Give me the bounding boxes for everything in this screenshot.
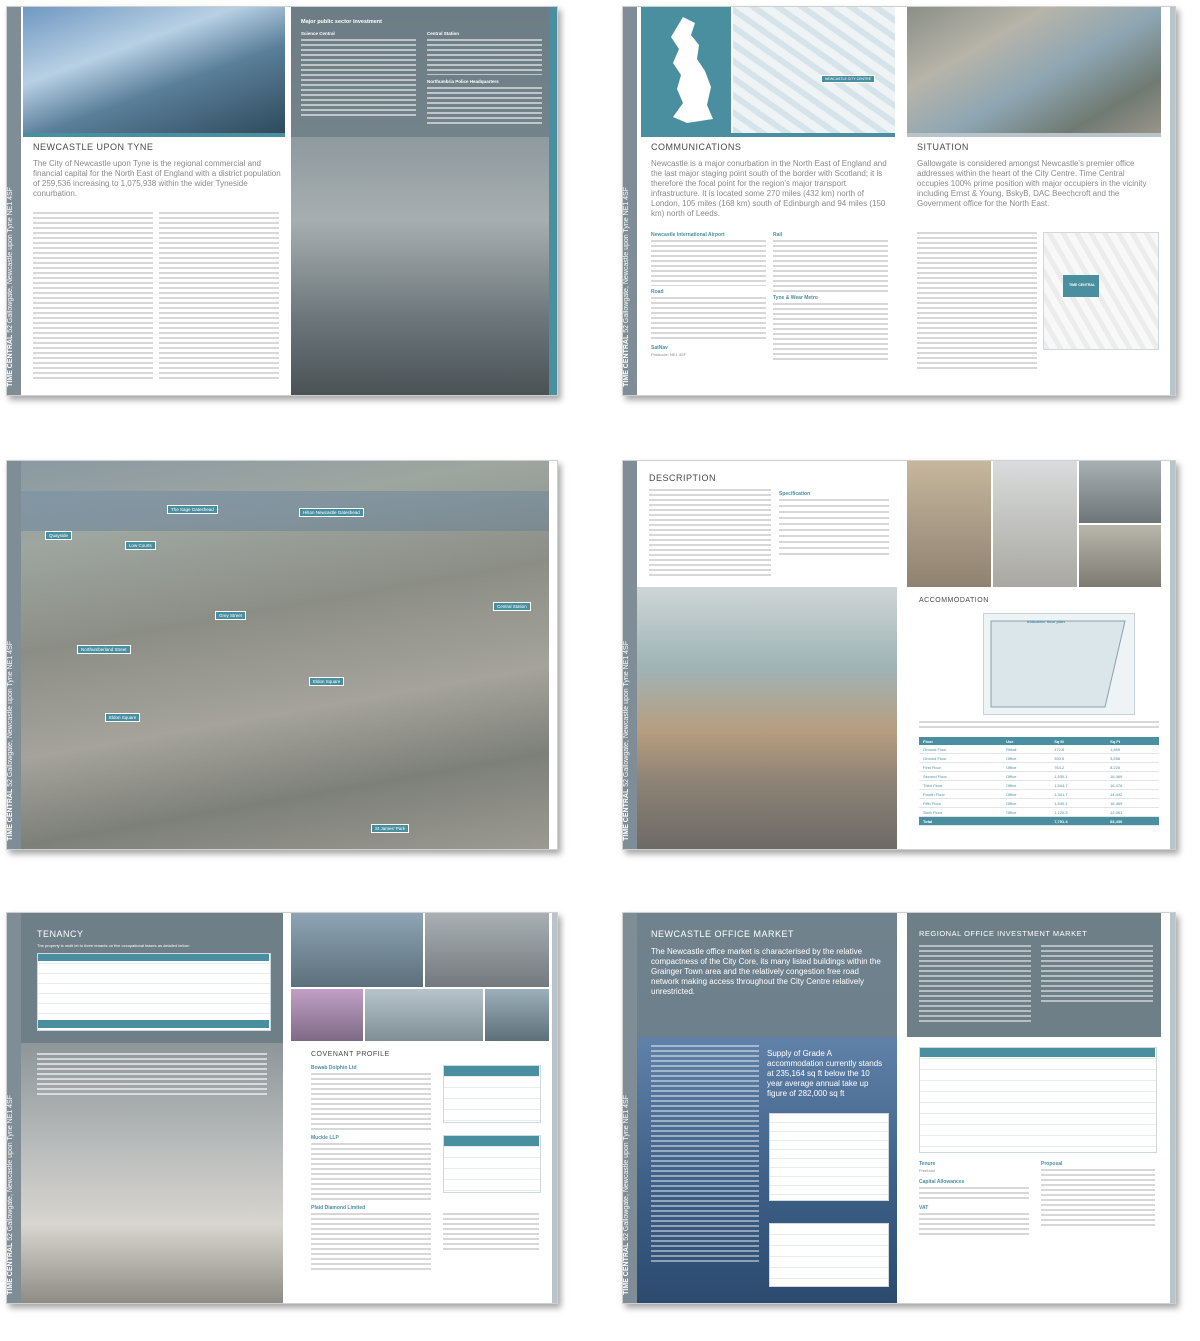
table-row: Ground Floor Office 330.5 3,558 [919,754,1159,763]
accommodation-text [919,721,1159,731]
proposal-text [1041,1169,1155,1227]
muckle-table-header [444,1136,539,1146]
investment-heading: REGIONAL OFFICE INVESTMENT MARKET [919,929,1088,938]
comms-lead: Newcastle is a major conurbation in the North East of England and the last major staging point south of the border with Scotland; it is therefore the focal point for the region's major transport infrastructure. It is located some 270 miles (432 km) north of London, 105 miles (168 km) south of Edinburgh and 94 miles (150 km) north of Leeds. [651,159,887,218]
capital-text [919,1187,1029,1201]
market-lead: The Newcastle office market is characterised by the relative compactness of the City Core, its many listed buildings within the Grainger Town area and the relatively congestion free road network making access throughout the City Centre relatively unrestricted. [651,947,881,996]
table-header-row [919,737,1159,745]
photo-tint-bar [907,133,1161,137]
label-quayside: Quayside [45,531,72,540]
spine-text: TIME CENTRAL 52 Gallowgate, Newcastle upon Tyne NE1 4SF [623,187,630,387]
label-grey-street: Grey Street [215,611,246,620]
edge-bar [1170,913,1175,1303]
situation-heading: SITUATION [917,142,969,152]
spine-text: TIME CENTRAL 52 Gallowgate, Newcastle upon Tyne NE1 4SF [623,641,630,841]
table-row: Second Floor Office 1,530.1 16,469 [919,772,1159,781]
spine [7,461,21,849]
bowab-table-header [444,1066,539,1076]
description-heading: DESCRIPTION [649,473,717,483]
label-st-james-park: St James' Park [371,824,409,833]
muckle-text [311,1143,431,1201]
photo-aerial-time-central [907,7,1161,133]
site-label: TIME CENTRAL [1069,283,1096,287]
col-sqft: Sq Ft [1106,737,1159,745]
col-sqm: Sq M [1050,737,1106,745]
aerial-river [21,491,549,531]
panel-text-1 [301,39,416,119]
table-row: Ground Floor Retail 172.8 1,859 [919,745,1159,754]
label-low-courts: Low Courts [125,541,156,550]
tenure-value: Freehold [919,1168,935,1173]
spread-aerial-map [6,460,558,850]
panel-title: Major public sector investment [301,19,382,25]
rail-text [773,240,888,292]
tenancy-heading: TENANCY [37,929,84,939]
covenant-heading: COVENANT PROFILE [311,1051,390,1058]
col-use: Use [1002,737,1050,745]
panel-sub-science: Science Central [301,31,335,36]
spine [623,913,637,1303]
spine [7,913,21,1303]
tenant-muckle: Muckle LLP [311,1135,339,1141]
take-up-table [769,1113,889,1201]
photo-lower-tint [23,133,285,137]
label-eldon-square-1: Eldon Square [309,677,344,686]
spec-list [779,499,889,557]
edge-bar [1170,7,1175,395]
edge-bar [549,7,557,395]
photo-interior-3 [1079,461,1161,523]
photo-reception [637,587,897,849]
label-hilton: Hilton Newcastle Gateshead [299,508,364,517]
body-text-col2 [159,212,279,382]
photo-interior-1 [907,461,991,587]
photo-office-4 [365,989,483,1041]
spine [623,7,637,395]
spine-text: TIME CENTRAL 52 Gallowgate, Newcastle upon Tyne NE1 4SF [7,1095,14,1295]
tenancy-lead: The property is multi let to three tenants on five occupational leases as detailed below: [37,943,190,948]
panel-text-3 [427,87,542,127]
pfaid-text-2 [443,1213,539,1253]
bowab-text [311,1073,431,1131]
airport-text [651,240,766,286]
sub-airport: Newcastle International Airport [651,232,725,238]
table-row: Third Floor Office 1,544.7 16,476 [919,781,1159,790]
situation-text [917,232,1037,372]
situation-lead: Gallowgate is considered amongst Newcastle's premier office addresses within the heart of the City Centre. Time Central occupies 100% prime position with major occupiers in the vicinity including Ernst & Young, BskyB, DAC Beechcroft and the Government office for the North East. [917,159,1147,208]
label-sage: The Sage Gateshead [167,505,218,514]
table-total-row: Total 7,751.4 83,436 [919,817,1159,826]
table-row: Fifth Floor Office 1,530.1 16,469 [919,799,1159,808]
tenant-pfaid: Pfaid Diamond Limited [311,1205,366,1211]
description-text [649,489,771,579]
spine-text: TIME CENTRAL 52 Gallowgate, Newcastle upon Tyne NE1 4SF [623,1095,630,1295]
label-eldon-square-2: Eldon Square [105,713,140,722]
map-tint-bar [641,133,895,137]
photo-interior-2 [993,461,1077,587]
lead-paragraph: The City of Newcastle upon Tyne is the regional commercial and financial capital for the North East of England with a district population of 259,536 increasing to 1,075,938 within the wider Tyneside conurbation. [33,159,281,198]
spine-text: TIME CENTRAL 52 Gallowgate, Newcastle upon Tyne NE1 4SF [7,641,14,841]
panel-sub-station: Central Station [427,31,460,36]
pfaid-text [311,1213,431,1273]
page-heading: NEWCASTLE UPON TYNE [33,142,154,152]
photo-interior-4 [1079,525,1161,587]
sub-proposal: Proposal [1041,1161,1063,1167]
tenancy-table-total [38,1020,269,1028]
spread-tenancy [6,912,558,1304]
photo-office-5 [485,989,549,1041]
market-heading: NEWCASTLE OFFICE MARKET [651,929,795,939]
photo-office-3 [291,989,363,1041]
tenancy-table-header [38,954,269,961]
sub-road: Road [651,289,664,295]
sub-satnav: SatNav [651,345,668,351]
label-central-station: Central Station [493,602,531,611]
table-row: Fourth Floor Office 1,341.7 14,442 [919,790,1159,799]
floor-plan-outline [985,615,1131,711]
spread-newcastle [6,6,558,396]
sub-rail: Rail [773,232,783,238]
photo-office-1 [291,913,423,987]
accommodation-heading: ACCOMMODATION [919,597,989,604]
metro-text [773,303,888,361]
map-label: NEWCASTLE CITY CENTRE [821,75,875,83]
satnav-value: Postcode: NE1 4SF [651,352,687,357]
comms-heading: COMMUNICATIONS [651,142,742,152]
transactions-table-header [920,1048,1155,1057]
vat-text [919,1213,1029,1237]
tenant-bowab: Bowab Dolphin Ltd [311,1065,357,1071]
transactions-table [919,1047,1157,1153]
table-row: First Floor Office 764.2 8,226 [919,763,1159,772]
photo-office-2 [425,913,549,987]
spine-text: TIME CENTRAL 52 Gallowgate, Newcastle upon Tyne NE1 4SF [7,187,14,387]
edge-bar [1170,461,1175,849]
spec-title: Specification [779,491,811,497]
city-map [733,7,895,133]
sub-tenure: Tenure [919,1161,936,1167]
market-quote: Supply of Grade A accommodation currently stands at 235,164 sq ft below the 10 year average annual take up figure of 282,000 sq ft [767,1049,883,1098]
label-northumberland: Northumberland Street [77,645,131,654]
panel-text-2 [427,39,542,75]
sub-metro: Tyne & Wear Metro [773,295,818,301]
spread-office-market [622,912,1176,1304]
accommodation-table [919,737,1159,826]
sub-vat: VAT [919,1205,929,1211]
body-text-col1 [33,212,153,382]
table-row: Sixth Floor Office 1,120.3 12,061 [919,808,1159,817]
investment-text-1 [919,945,1031,1025]
sub-capital-allowances: Capital Allowances [919,1179,965,1185]
tenancy-notes [37,1053,267,1095]
spine [623,461,637,849]
floor-plan-label: Indicative floor plan [1027,619,1065,624]
market-text [651,1045,759,1263]
uk-map-icon [653,15,723,127]
col-floor: Floor [919,737,1002,745]
panel-sub-police: Northumbria Police Headquarters [427,79,499,84]
lettings-table [769,1223,889,1287]
investment-text-2 [1041,945,1153,1005]
edge-bar [552,913,557,1303]
spread-communications [622,6,1176,396]
spread-description [622,460,1176,850]
spine [7,7,21,395]
road-text [651,297,766,341]
photo-building-exterior [23,7,285,133]
site-plan [1043,232,1159,350]
